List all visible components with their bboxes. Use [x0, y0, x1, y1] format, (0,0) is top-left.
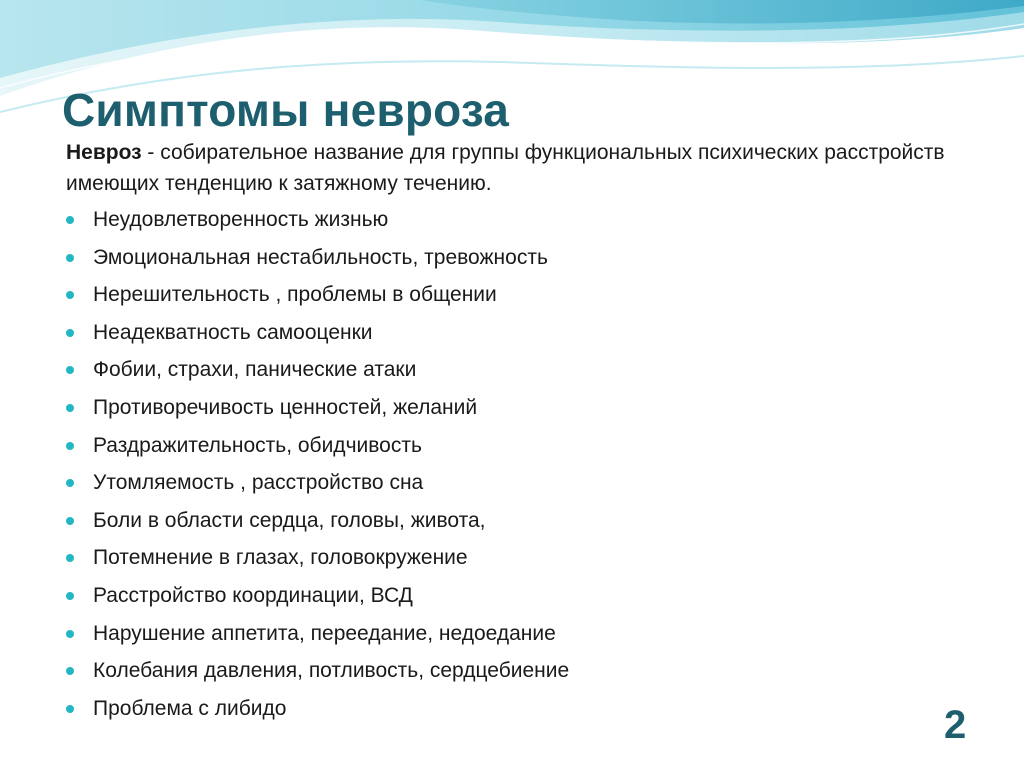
definition-term: Невроз: [66, 141, 142, 164]
symptom-item: [66, 577, 946, 615]
definition-text: - собирательное название для группы функциональных психических расстройств имеющих тенденцию к затяжному течению.: [66, 141, 945, 195]
symptom-text: Раздражительность, обидчивость: [93, 433, 422, 457]
symptom-text: Колебания давления, потливость, сердцебиение: [93, 659, 570, 683]
slide-title: Симптомы невроза: [62, 84, 510, 136]
teal-dot-icon: [66, 366, 74, 374]
teal-dot-icon: [66, 517, 74, 525]
symptom-text: Эмоциональная нестабильность, тревожность: [93, 245, 548, 269]
symptom-text: Утомляемость , расстройство сна: [93, 471, 424, 495]
symptom-item: [66, 427, 946, 465]
symptom-item: [66, 502, 946, 540]
symptom-list: [66, 201, 946, 727]
symptom-text: Противоречивость ценностей, желаний: [93, 395, 478, 419]
teal-dot-icon: [66, 630, 74, 638]
teal-dot-icon: [66, 329, 74, 337]
symptom-item: [66, 276, 946, 314]
symptom-item: [66, 652, 946, 690]
symptom-text: Неадекватность самооценки: [93, 320, 373, 344]
symptom-item: [66, 690, 946, 728]
teal-dot-icon: [66, 404, 74, 412]
teal-dot-icon: [66, 254, 74, 262]
symptom-text: Потемнение в глазах, головокружение: [93, 546, 468, 570]
symptom-item: [66, 351, 946, 389]
symptom-item: [66, 615, 946, 653]
teal-dot-icon: [66, 705, 74, 713]
symptom-text: Боли в области сердца, головы, живота,: [93, 508, 486, 532]
symptom-item: [66, 201, 946, 239]
teal-dot-icon: [66, 667, 74, 675]
symptom-text: Нарушение аппетита, переедание, недоедание: [93, 621, 556, 645]
page-number: 2: [944, 703, 967, 747]
teal-dot-icon: [66, 554, 74, 562]
symptom-text: Фобии, страхи, панические атаки: [93, 358, 417, 382]
symptom-item: [66, 464, 946, 502]
definition-paragraph: [66, 137, 966, 199]
symptom-text: Проблема с либидо: [93, 696, 287, 720]
symptom-item: [66, 314, 946, 352]
teal-dot-icon: [66, 592, 74, 600]
teal-dot-icon: [66, 216, 74, 224]
symptom-item: [66, 539, 946, 577]
symptom-text: Неудовлетворенность жизнью: [93, 208, 389, 231]
symptom-item: [66, 389, 946, 427]
teal-dot-icon: [66, 291, 74, 299]
symptom-item: [66, 239, 946, 277]
symptom-text: Нерешительность , проблемы в общении: [93, 283, 497, 307]
symptom-text: Расстройство координации, ВСД: [93, 583, 413, 607]
teal-dot-icon: [66, 442, 74, 450]
teal-dot-icon: [66, 479, 74, 487]
